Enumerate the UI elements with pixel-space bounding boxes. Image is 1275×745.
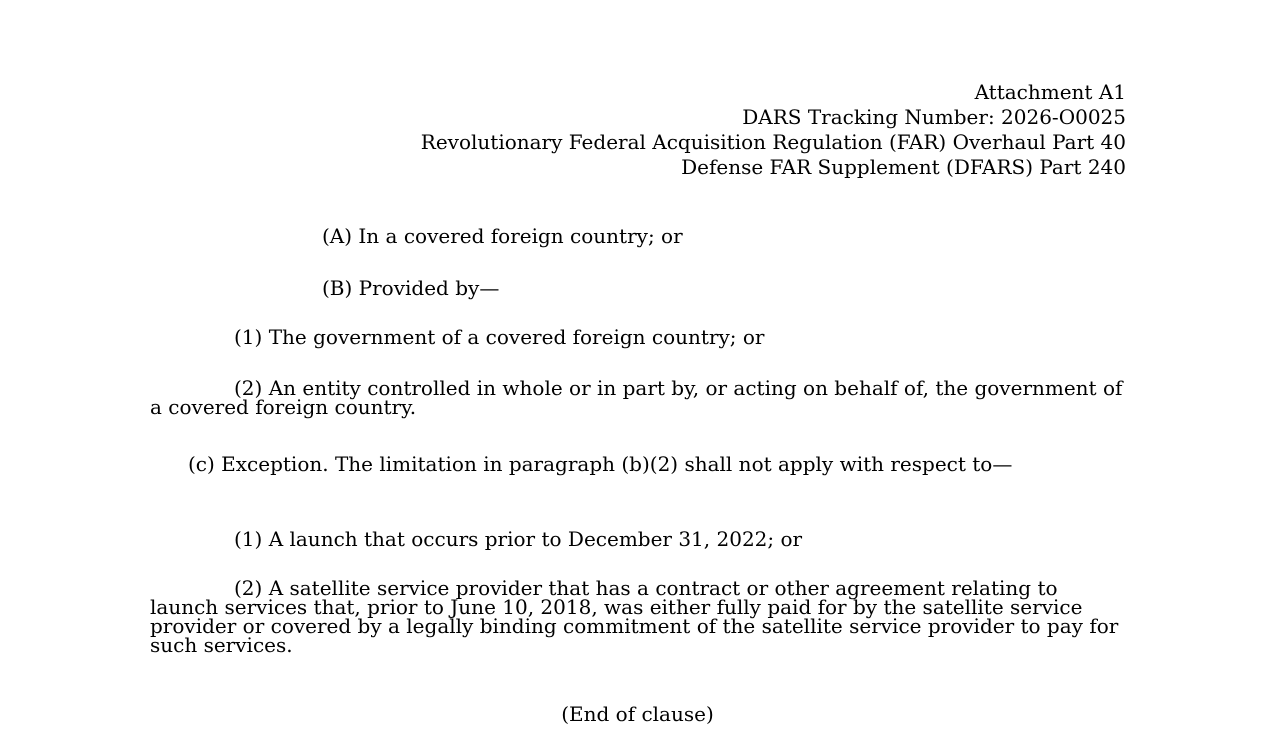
- clause-paragraph-1: (1) The government of a covered foreign country; or: [234, 325, 765, 349]
- far-part-title: Revolutionary Federal Acquisition Regulation (FAR) Overhaul Part 40: [420, 130, 1126, 154]
- document-header: [421, 80, 1126, 180]
- attachment-label: Attachment A1: [974, 80, 1126, 104]
- end-of-clause: (End of clause): [561, 702, 714, 726]
- dfars-part-title: Defense FAR Supplement (DFARS) Part 240: [681, 155, 1126, 179]
- exception-paragraph-2: (2) A satellite service provider that has a contract or other agreement relating to launch services that, prior to June 10, 2018, was either fully paid for by the satellite service provider or covered by a legally binding commitment of the satellite service provider to pay for such services.: [150, 576, 1119, 657]
- clause-paragraph-2: (2) An entity controlled in whole or in part by, or acting on behalf of, the government of a covered foreign country.: [150, 376, 1123, 419]
- clause-paragraph-A: (A) In a covered foreign country; or: [322, 224, 683, 248]
- tracking-number: DARS Tracking Number: 2026-O0025: [742, 105, 1126, 129]
- clause-paragraph-B: (B) Provided by—: [322, 276, 500, 300]
- exception-paragraph-1: (1) A launch that occurs prior to December 31, 2022; or: [234, 527, 803, 551]
- clause-paragraph-c-exception: (c) Exception. The limitation in paragraph (b)(2) shall not apply with respect to—: [188, 452, 1013, 476]
